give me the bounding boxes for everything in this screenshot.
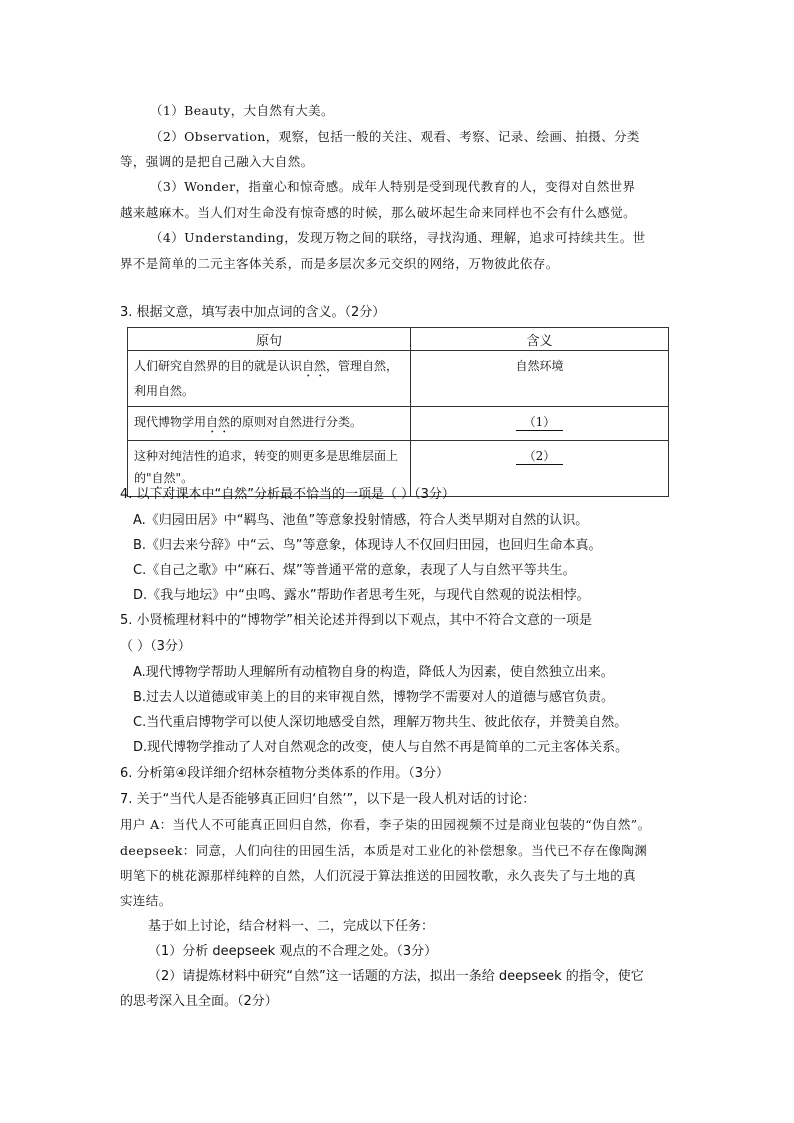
meaning-cell: 自然环境: [411, 351, 669, 407]
dialogue-deepseek-cont: 明笔下的桃花源那样纯粹的自然，人们沉浸于算法推送的田园牧歌，永久丧失了与土地的真: [120, 868, 637, 883]
dialogue-user-a: 用户 A：当代人不可能真正回归自然，你看，李子柒的田园视频不过是商业包装的“伪自然”。: [120, 817, 651, 832]
table-header-row: [128, 328, 669, 351]
passage-point-understanding: （4）Understanding，发现万物之间的联络，寻找沟通、理解，追求可持续共生。世: [150, 230, 646, 245]
passage-point-beauty: （1）Beauty，大自然有大美。: [150, 103, 334, 118]
question-3-stem: 3. 根据文意，填写表中加点词的含义。（2分）: [120, 305, 386, 320]
passage-point-observation: （2）Observation，观察，包括一般的关注、观看、考察、记录、绘画、拍摄、分类: [150, 129, 640, 144]
dotted-word: 自然: [206, 415, 231, 429]
q4-option-a[interactable]: A.《归园田居》中“羁鸟、池鱼”等意象投射情感，符合人类早期对自然的认识。: [133, 513, 589, 528]
passage-point-observation-cont: 等，强调的是把自己融入大自然。: [120, 154, 314, 169]
question-7-stem: 7. 关于“当代人是否能够真正回归‘自然’”，以下是一段人机对话的讨论：: [120, 792, 536, 807]
q4-option-c[interactable]: C.《自己之歌》中“麻石、煤”等普通平常的意象，表现了人与自然平等共生。: [133, 563, 576, 578]
question-6-stem: 6. 分析第④段详细介绍林奈植物分类体系的作用。（3分）: [120, 766, 449, 781]
dialogue-deepseek-cont: 实连结。: [120, 893, 172, 908]
dotted-word: 自然: [151, 471, 176, 485]
q5-option-d[interactable]: D.现代博物学推动了人对自然观念的改变，使人与自然不再是简单的二元主客体关系。: [133, 740, 629, 755]
task-2-cont: 的思考深入且全面。（2分）: [120, 994, 278, 1009]
dotted-word: 自然: [302, 359, 327, 373]
table-row: [128, 351, 669, 407]
source-sentence: 人们研究自然界的目的就是认识自然，管理自然，利用自然。: [128, 351, 411, 407]
q5-option-b[interactable]: B.过去人以道德或审美上的目的来审视自然，博物学不需要对人的道德与感官负责。: [133, 690, 615, 705]
question-4-stem: 4. 以下对课本中“自然”分析最不恰当的一项是（ ）（3分）: [120, 487, 455, 502]
table-row: [128, 407, 669, 441]
meaning-blank-2[interactable]: （2）: [411, 441, 669, 497]
question-5-stem-cont: （ ）（3分）: [120, 639, 191, 654]
q5-option-c[interactable]: C.当代重启博物学可以使人深切地感受自然，理解万物共生、彼此依存，并赞美自然。: [133, 715, 628, 730]
meaning-blank-1[interactable]: （1）: [411, 407, 669, 441]
meaning-table: [127, 327, 669, 497]
dialogue-deepseek: deepseek：同意，人们向往的田园生活，本质是对工业化的补偿想象。当代已不存在像陶渊: [120, 843, 648, 858]
task-1: （1）分析 deepseek 观点的不合理之处。（3分）: [148, 944, 438, 959]
task-2: （2）请提炼材料中研究“自然”这一话题的方法，拟出一条给 deepseek 的指令，使它: [148, 969, 644, 984]
q4-option-d[interactable]: D.《我与地坛》中“虫鸣、露水”帮助作者思考生死，与现代自然观的说法相悖。: [133, 588, 590, 603]
passage-point-wonder-cont: 越来越麻木。当人们对生命没有惊奇感的时候，那么破坏起生命来同样也不会有什么感觉。: [120, 205, 637, 220]
source-sentence: 这种对纯洁性的追求，转变的则更多是思维层面上的"自然"。: [128, 441, 411, 497]
table-header-source: 原句: [128, 328, 411, 351]
q5-option-a[interactable]: A.现代博物学帮助人理解所有动植物自身的构造，降低人为因素，使自然独立出来。: [133, 665, 614, 680]
question-5-stem: 5. 小贤梳理材料中的“博物学”相关论述并得到以下观点，其中不符合文意的一项是: [120, 613, 593, 628]
q4-option-b[interactable]: B.《归去来兮辞》中“云、鸟”等意象，体现诗人不仅回归田园，也回归生命本真。: [133, 538, 602, 553]
source-sentence: 现代博物学用自然的原则对自然进行分类。: [128, 407, 411, 441]
passage-point-understanding-cont: 界不是简单的二元主客体关系，而是多层次多元交织的网络，万物彼此依存。: [120, 256, 559, 271]
table-header-meaning: 含义: [411, 328, 669, 351]
task-intro: 基于如上讨论，结合材料一、二，完成以下任务：: [148, 919, 435, 934]
passage-point-wonder: （3）Wonder，指童心和惊奇感。成年人特别是受到现代教育的人，变得对自然世界: [150, 179, 636, 194]
